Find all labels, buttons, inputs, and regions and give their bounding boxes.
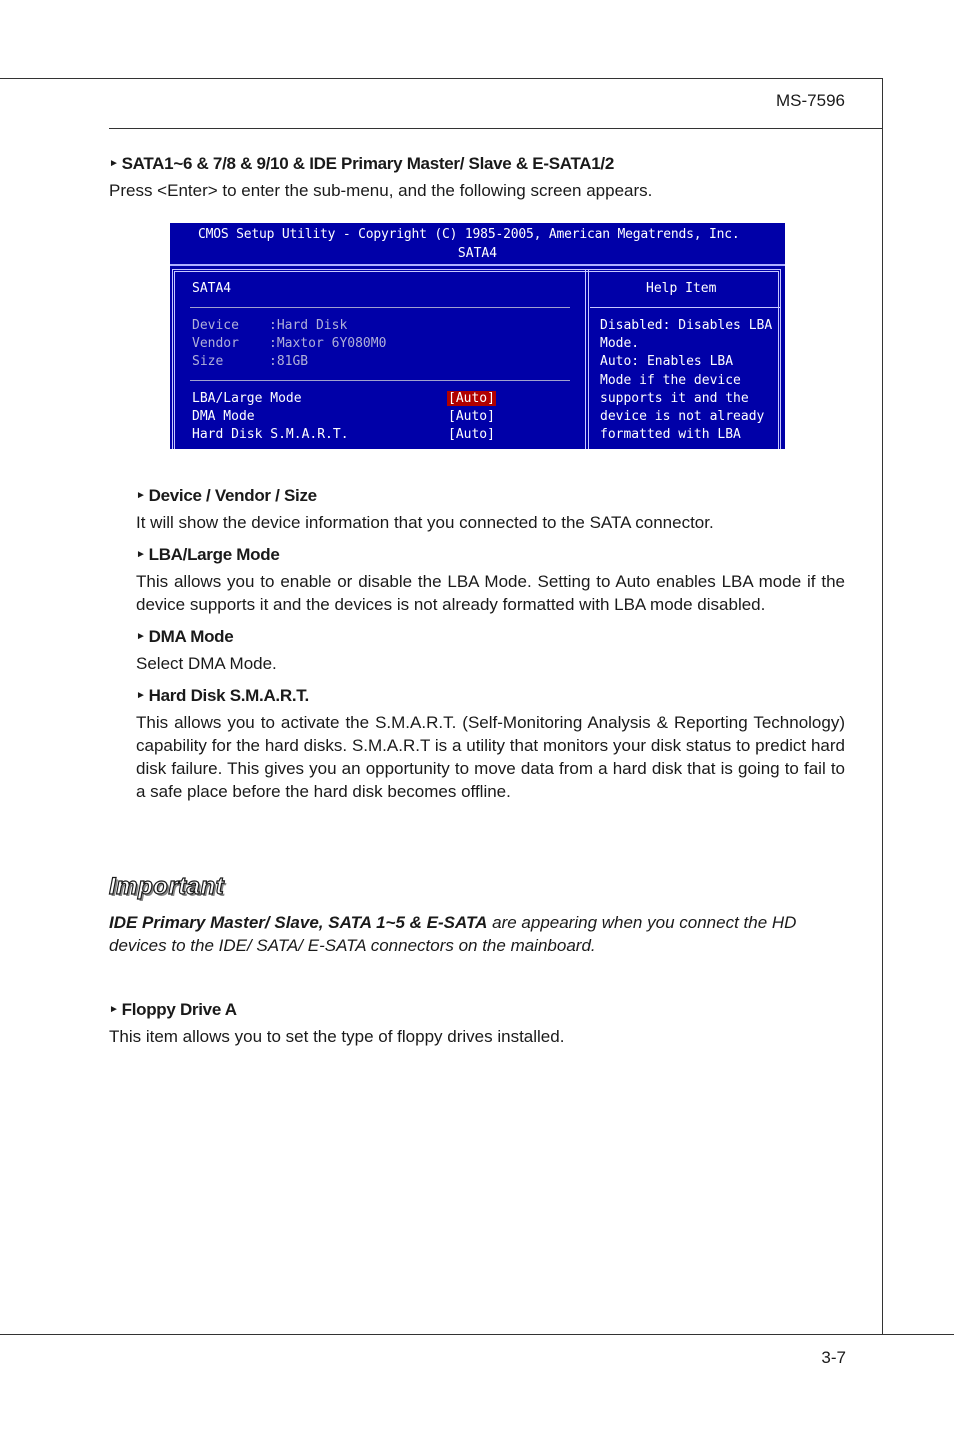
bios-left-rule-mid — [190, 380, 570, 381]
bottom-rule — [0, 1334, 954, 1335]
sub-item-heading: ► Device / Vendor / Size — [136, 486, 317, 505]
bullet-triangle-icon: ► — [136, 549, 146, 560]
bios-panel-divider — [585, 269, 589, 449]
bios-help-line: formatted with LBA — [600, 427, 741, 442]
bios-option-value[interactable]: [Auto] — [448, 409, 495, 424]
bios-help-line: supports it and the — [600, 391, 749, 406]
bios-help-line: device is not already — [600, 409, 765, 424]
bios-option-label[interactable]: Hard Disk S.M.A.R.T. — [192, 427, 349, 442]
important-body-text: are appearing when you connect the HD devices to the IDE/ SATA/ E-SATA connectors on the mainboard. — [109, 913, 797, 955]
sata-section — [109, 153, 845, 202]
bios-separator — [170, 264, 785, 266]
important-bold-text: IDE Primary Master/ Slave, SATA 1~5 & E-SATA — [109, 913, 488, 932]
sub-item-heading: ► Hard Disk S.M.A.R.T. — [136, 686, 309, 705]
bios-subtitle: SATA4 — [457, 246, 498, 261]
page-number: 3-7 — [821, 1348, 846, 1367]
bios-info-value: :Hard Disk — [269, 318, 348, 333]
bios-selected-value[interactable]: [Auto] — [448, 391, 495, 406]
bios-info-label: Device — [192, 318, 239, 333]
important-title: Important — [109, 873, 225, 900]
sub-item — [136, 685, 845, 803]
bios-screenshot — [170, 223, 785, 449]
section-heading: ► SATA1~6 & 7/8 & 9/10 & IDE Primary Master/ Slave & E-SATA1/2 — [109, 154, 614, 173]
sub-item-text: This allows you to activate the S.M.A.R.T. (Self-Monitoring Analysis & Reporting Technology) capability for the hard disks. S.M.A.R.T is a utility that monitors your disk status to predict hard disk failure. This gives you an opportunity to move data from a hard disk that is going to fail to a safe place before the hard disk becomes offline. — [136, 713, 845, 801]
bullet-triangle-icon: ► — [136, 490, 146, 501]
bios-help-line: Mode. — [600, 336, 640, 351]
bios-help-line: Disabled: Disables LBA — [600, 318, 773, 333]
header-underline — [109, 128, 883, 129]
bullet-triangle-icon: ► — [109, 1004, 119, 1015]
sub-item-heading: ► DMA Mode — [136, 627, 234, 646]
sub-item-text: It will show the device information that you connected to the SATA connector. — [136, 513, 714, 532]
sub-item-text: This allows you to enable or disable the LBA Mode. Setting to Auto enables LBA mode if the device supports it and the devices is not already formatted with LBA mode disabled. — [136, 572, 845, 614]
bios-option-label[interactable]: LBA/Large Mode — [192, 391, 302, 406]
sub-item-text: Select DMA Mode. — [136, 654, 277, 673]
sub-items — [109, 485, 845, 803]
sub-item — [136, 626, 845, 675]
bios-panel-title: SATA4 — [192, 281, 232, 296]
model-number: MS-7596 — [776, 91, 845, 110]
section-description: Press <Enter> to enter the sub-menu, and the following screen appears. — [109, 181, 653, 200]
bios-info-label: Vendor — [192, 336, 239, 351]
floppy-section — [109, 999, 845, 1048]
bullet-triangle-icon: ► — [136, 631, 146, 642]
bullet-triangle-icon: ► — [136, 690, 146, 701]
bios-title: CMOS Setup Utility - Copyright (C) 1985-2005, American Megatrends, Inc. — [198, 227, 740, 242]
floppy-text: This item allows you to set the type of floppy drives installed. — [109, 1027, 565, 1046]
sub-item — [136, 544, 845, 616]
bios-help-line: Mode if the device — [600, 373, 741, 388]
bios-left-rule-top — [190, 307, 570, 308]
bios-help-rule — [590, 307, 780, 308]
bios-option-label[interactable]: DMA Mode — [192, 409, 255, 424]
bullet-triangle-icon: ► — [109, 158, 119, 169]
right-margin-rule — [882, 78, 883, 1335]
bios-help-title: Help Item — [646, 281, 717, 296]
bios-info-value: :Maxtor 6Y080M0 — [269, 336, 387, 351]
sub-item-heading: ► LBA/Large Mode — [136, 545, 280, 564]
sub-item — [136, 485, 845, 534]
bios-help-line: Auto: Enables LBA — [600, 354, 734, 369]
top-rule — [0, 78, 883, 79]
bios-option-value[interactable]: [Auto] — [448, 427, 495, 442]
bios-info-value: :81GB — [269, 354, 309, 369]
important-note — [109, 911, 849, 957]
bios-info-label: Size — [192, 354, 224, 369]
bios-title-bar — [170, 226, 785, 264]
bios-option-value[interactable] — [447, 391, 496, 406]
floppy-heading: ► Floppy Drive A — [109, 1000, 237, 1019]
